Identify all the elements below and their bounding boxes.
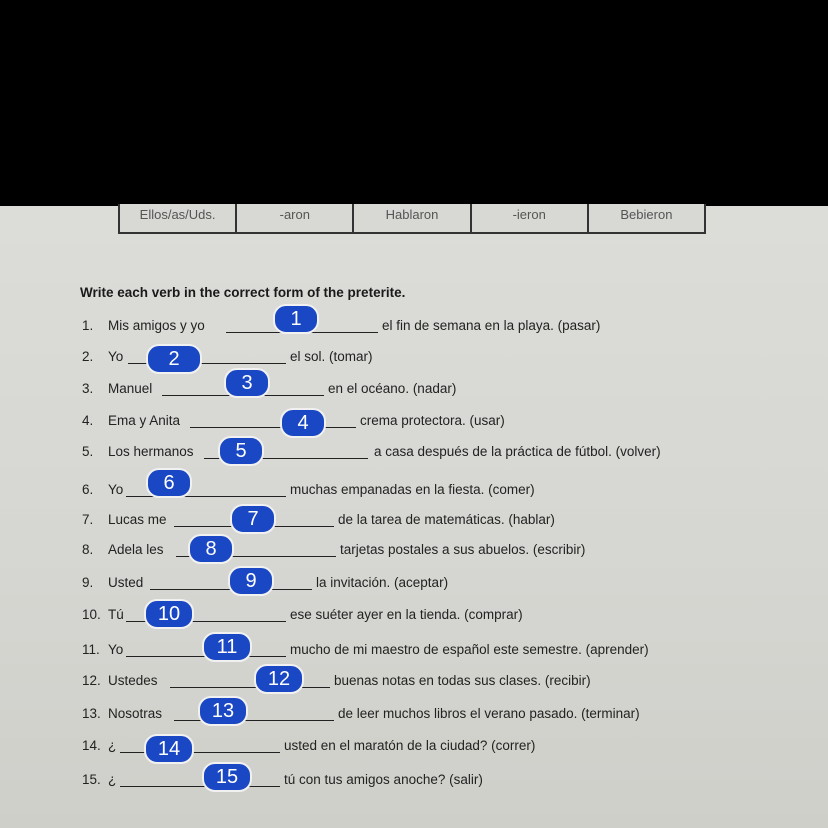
item-subject: Tú: [108, 607, 124, 622]
answer-blank[interactable]: [174, 720, 334, 721]
exercise-item-7: [82, 508, 782, 534]
table-cell-ar-example: Hablaron: [354, 204, 471, 232]
item-prompt: tarjetas postales a sus abuelos. (escribir): [340, 542, 586, 557]
number-badge: 13: [198, 696, 248, 726]
item-subject: ¿: [108, 772, 117, 787]
exercise-item-2: [82, 349, 782, 371]
conjugation-table-row: [118, 204, 706, 234]
item-number: 11.: [82, 642, 100, 657]
number-badge: 7: [230, 504, 276, 534]
item-subject: Yo: [108, 482, 124, 497]
number-badge: 15: [202, 762, 252, 792]
item-prompt: en el océano. (nadar): [328, 381, 457, 396]
item-subject: Usted: [108, 575, 144, 590]
item-prompt: la invitación. (aceptar): [316, 575, 449, 590]
exercise-item-1: [82, 308, 782, 340]
number-badge: 12: [254, 664, 304, 694]
answer-blank[interactable]: [126, 496, 286, 497]
number-badge: 11: [202, 632, 252, 662]
item-number: 10.: [82, 607, 101, 622]
exercise-item-3: [82, 372, 782, 403]
exercise-item-8: [82, 538, 782, 564]
item-subject: Lucas me: [108, 512, 167, 527]
item-number: 1.: [82, 318, 94, 333]
item-number: 6.: [82, 482, 94, 497]
instructions: Write each verb in the correct form of the preterite.: [80, 285, 406, 300]
item-number: 12.: [82, 673, 101, 688]
item-subject: Ema y Anita: [108, 413, 181, 428]
number-badge: 4: [280, 408, 326, 438]
item-prompt: tú con tus amigos anoche? (salir): [284, 772, 483, 787]
answer-blank[interactable]: [170, 687, 330, 688]
item-prompt: el sol. (tomar): [290, 349, 373, 364]
answer-blank[interactable]: [190, 427, 356, 428]
table-cell-ar-ending: -aron: [237, 204, 354, 232]
item-number: 14.: [82, 738, 101, 753]
exercise-item-11: [82, 636, 782, 664]
number-badge: 6: [146, 468, 192, 498]
item-subject: Adela les: [108, 542, 164, 557]
exercise-item-15: [82, 766, 782, 794]
item-prompt: de leer muchos libros el verano pasado. (terminar): [338, 706, 640, 721]
item-number: 2.: [82, 349, 94, 364]
item-number: 9.: [82, 575, 94, 590]
number-badge: 1: [273, 304, 319, 334]
number-badge: 2: [146, 344, 202, 374]
number-badge: 14: [144, 734, 194, 764]
item-subject: Manuel: [108, 381, 153, 396]
number-badge: 3: [224, 368, 270, 398]
item-prompt: crema protectora. (usar): [360, 413, 505, 428]
item-subject: Los hermanos: [108, 444, 194, 459]
number-badge: 5: [218, 436, 264, 466]
answer-blank[interactable]: [120, 786, 280, 787]
item-subject: ¿: [108, 738, 117, 753]
item-subject: Nosotras: [108, 706, 163, 721]
item-prompt: ese suéter ayer en la tienda. (comprar): [290, 607, 523, 622]
number-badge: 10: [144, 599, 194, 629]
exercise-item-12: [82, 668, 782, 695]
item-prompt: buenas notas en todas sus clases. (recibir): [334, 673, 591, 688]
exercise-item-4: [82, 413, 782, 435]
item-prompt: el fin de semana en la playa. (pasar): [382, 318, 601, 333]
item-prompt: usted en el maratón de la ciudad? (correr): [284, 738, 536, 753]
item-number: 5.: [82, 444, 94, 459]
table-cell-er-example: Bebieron: [620, 207, 673, 222]
exercise-item-9: [82, 570, 782, 597]
item-prompt: mucho de mi maestro de español este semestre. (aprender): [290, 642, 649, 657]
item-number: 13.: [82, 706, 101, 721]
item-number: 8.: [82, 542, 94, 557]
item-subject: Yo: [108, 642, 124, 657]
item-number: 4.: [82, 413, 94, 428]
item-subject: Ustedes: [108, 673, 158, 688]
exercise-item-5: [82, 440, 782, 466]
item-number: 15.: [82, 772, 101, 787]
item-prompt: de la tarea de matemáticas. (hablar): [338, 512, 555, 527]
number-badge: 8: [188, 534, 234, 564]
item-subject: Yo: [108, 349, 124, 364]
item-prompt: muchas empanadas en la fiesta. (comer): [290, 482, 535, 497]
item-number: 3.: [82, 381, 94, 396]
table-cell-subject: Ellos/as/Uds.: [120, 204, 237, 232]
exercise-item-10: [82, 603, 782, 629]
item-number: 7.: [82, 512, 94, 527]
item-subject: Mis amigos y yo: [108, 318, 205, 333]
number-badge: 9: [228, 566, 274, 596]
table-cell-er-ending: -ieron: [472, 204, 589, 232]
item-prompt: a casa después de la práctica de fútbol. (volver): [374, 444, 661, 459]
exercise-item-13: [82, 700, 782, 728]
exercise-item-6: [82, 472, 782, 504]
exercise-item-14: [82, 738, 782, 760]
